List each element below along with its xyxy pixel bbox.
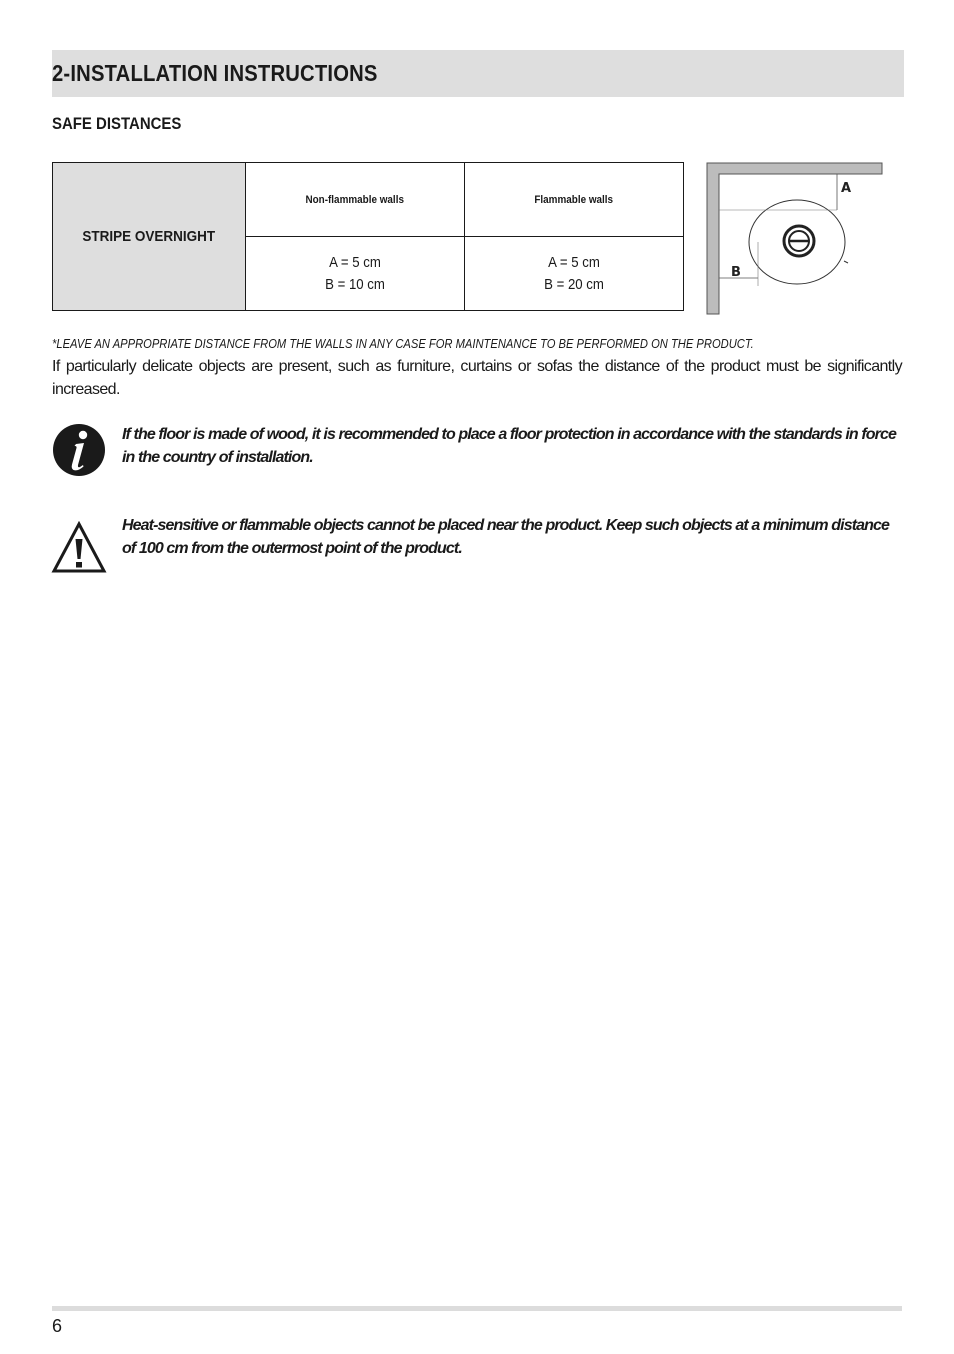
maintenance-note: *LEAVE AN APPROPRIATE DISTANCE FROM THE WALLS IN ANY CASE FOR MAINTENANCE TO BE PERFORMED ON THE PRODUCT. <box>52 336 754 351</box>
page-number: 6 <box>52 1316 63 1336</box>
stove-edge-tick <box>844 261 848 263</box>
non-flammable-values-cell <box>246 237 465 311</box>
section-title: SAFE DISTANCES <box>52 114 182 133</box>
model-name: STRIPE OVERNIGHT <box>82 228 216 245</box>
label-b: B <box>731 265 741 280</box>
warning-icon <box>51 521 107 574</box>
delicate-objects-paragraph: If particularly delicate objects are present, such as furniture, curtains or sofas the distance of the product must be significantly increased. <box>52 358 902 398</box>
footer-divider <box>52 1306 902 1311</box>
info-callout-text: If the floor is made of wood, it is recommended to place a floor protection in accordance with the standards in force in the country of installation. <box>122 426 896 466</box>
distance-a-value: A = 5 cm <box>548 253 600 271</box>
section-header-bar <box>52 50 904 97</box>
wall-distance-diagram <box>700 160 890 320</box>
distance-b-value: B = 10 cm <box>325 275 385 293</box>
column-header-non-flammable: Non-flammable walls <box>246 163 465 237</box>
distance-b-value: B = 20 cm <box>544 275 604 293</box>
warning-callout-text: Heat-sensitive or flammable objects cannot be placed near the product. Keep such objects at a minimum distance of 100 cm from the outermost point of the product. <box>122 517 890 557</box>
column-header-flammable: Flammable walls <box>465 163 684 237</box>
safe-distances-table <box>52 162 684 311</box>
distance-a-value: A = 5 cm <box>329 253 381 271</box>
model-name-cell <box>53 163 246 311</box>
table-header-row <box>53 163 684 237</box>
flammable-values-cell <box>465 237 684 311</box>
label-a: A <box>841 181 852 196</box>
page-title: 2-INSTALLATION INSTRUCTIONS <box>52 60 378 86</box>
info-icon <box>52 423 106 477</box>
